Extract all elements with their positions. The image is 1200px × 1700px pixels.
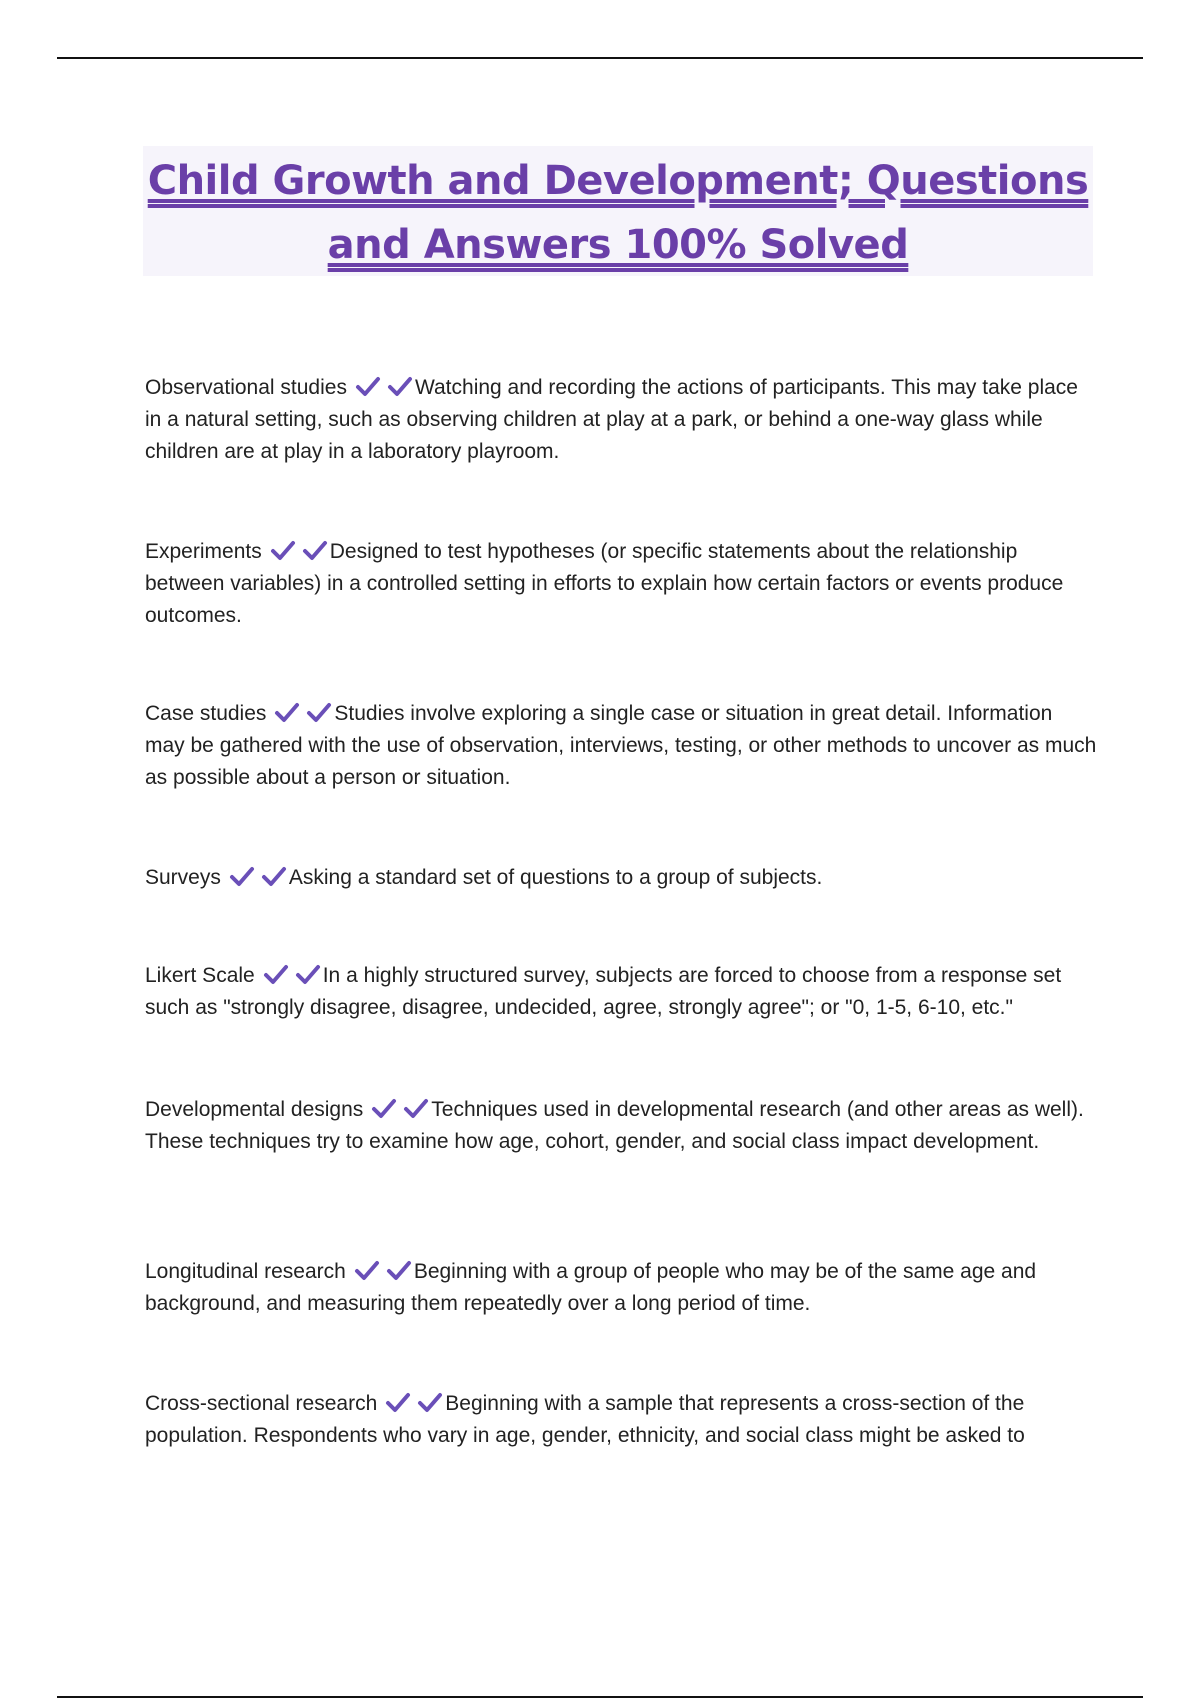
qa-entry	[145, 862, 1097, 894]
definition: Studies involve exploring a single case or situation in great detail. Information may be gathered with the use of observation, interviews, testing, or other methods to uncover as much as possible about a person or situation.	[145, 702, 1097, 789]
check-icon	[274, 701, 300, 723]
term: Longitudinal research	[145, 1260, 346, 1283]
check-icon	[263, 963, 289, 985]
term: Surveys	[145, 866, 221, 889]
check-icon	[387, 375, 413, 397]
qa-entry	[145, 372, 1097, 468]
title-line-2: and Answers 100% Solved	[327, 222, 909, 268]
check-icon	[229, 865, 255, 887]
qa-entry	[145, 536, 1097, 632]
check-icon	[354, 1259, 380, 1281]
term: Cross-sectional research	[145, 1392, 378, 1415]
definition: Beginning with a sample that represents a cross-section of the population. Respondents who vary in age, gender, ethnicity, and social class might be asked to	[145, 1392, 1025, 1447]
check-icon	[371, 1097, 397, 1119]
bottom-rule	[57, 1696, 1143, 1698]
check-icon	[386, 1259, 412, 1281]
definition: Beginning with a group of people who may be of the same age and background, and measuring them repeatedly over a long period of time.	[145, 1260, 1037, 1315]
document-title	[143, 149, 1093, 277]
term: Likert Scale	[145, 964, 255, 987]
title-line-1: Child Growth and Development; Questions	[147, 158, 1089, 204]
definition: Asking a standard set of questions to a group of subjects.	[288, 866, 823, 889]
check-icon	[261, 865, 287, 887]
check-icon	[270, 539, 296, 561]
check-icon	[417, 1391, 443, 1413]
check-icon	[306, 701, 332, 723]
qa-entry	[145, 1388, 1097, 1452]
definition: Techniques used in developmental research (and other areas as well). These techniques try to examine how age, cohort, gender, and social class impact development.	[145, 1098, 1084, 1153]
definition: Designed to test hypotheses (or specific statements about the relationship between variables) in a controlled setting in efforts to explain how certain factors or events produce outcomes.	[145, 540, 1064, 627]
qa-entry	[145, 698, 1097, 794]
qa-entry	[145, 1256, 1097, 1320]
term: Experiments	[145, 540, 262, 563]
check-icon	[403, 1097, 429, 1119]
top-rule	[57, 57, 1143, 59]
check-icon	[385, 1391, 411, 1413]
definition: In a highly structured survey, subjects are forced to choose from a response set such as "strongly disagree, disagree, undecided, agree, strongly agree"; or "0, 1-5, 6-10, etc."	[145, 964, 1062, 1019]
term: Observational studies	[145, 376, 347, 399]
term: Case studies	[145, 702, 267, 725]
title-block	[143, 146, 1093, 276]
term: Developmental designs	[145, 1098, 364, 1121]
check-icon	[302, 539, 328, 561]
check-icon	[295, 963, 321, 985]
check-icon	[355, 375, 381, 397]
qa-entry	[145, 960, 1097, 1024]
qa-entry	[145, 1094, 1097, 1158]
definition: Watching and recording the actions of participants. This may take place in a natural setting, such as observing children at play at a park, or behind a one-way glass while children are at play in a laboratory playroom.	[145, 376, 1078, 463]
